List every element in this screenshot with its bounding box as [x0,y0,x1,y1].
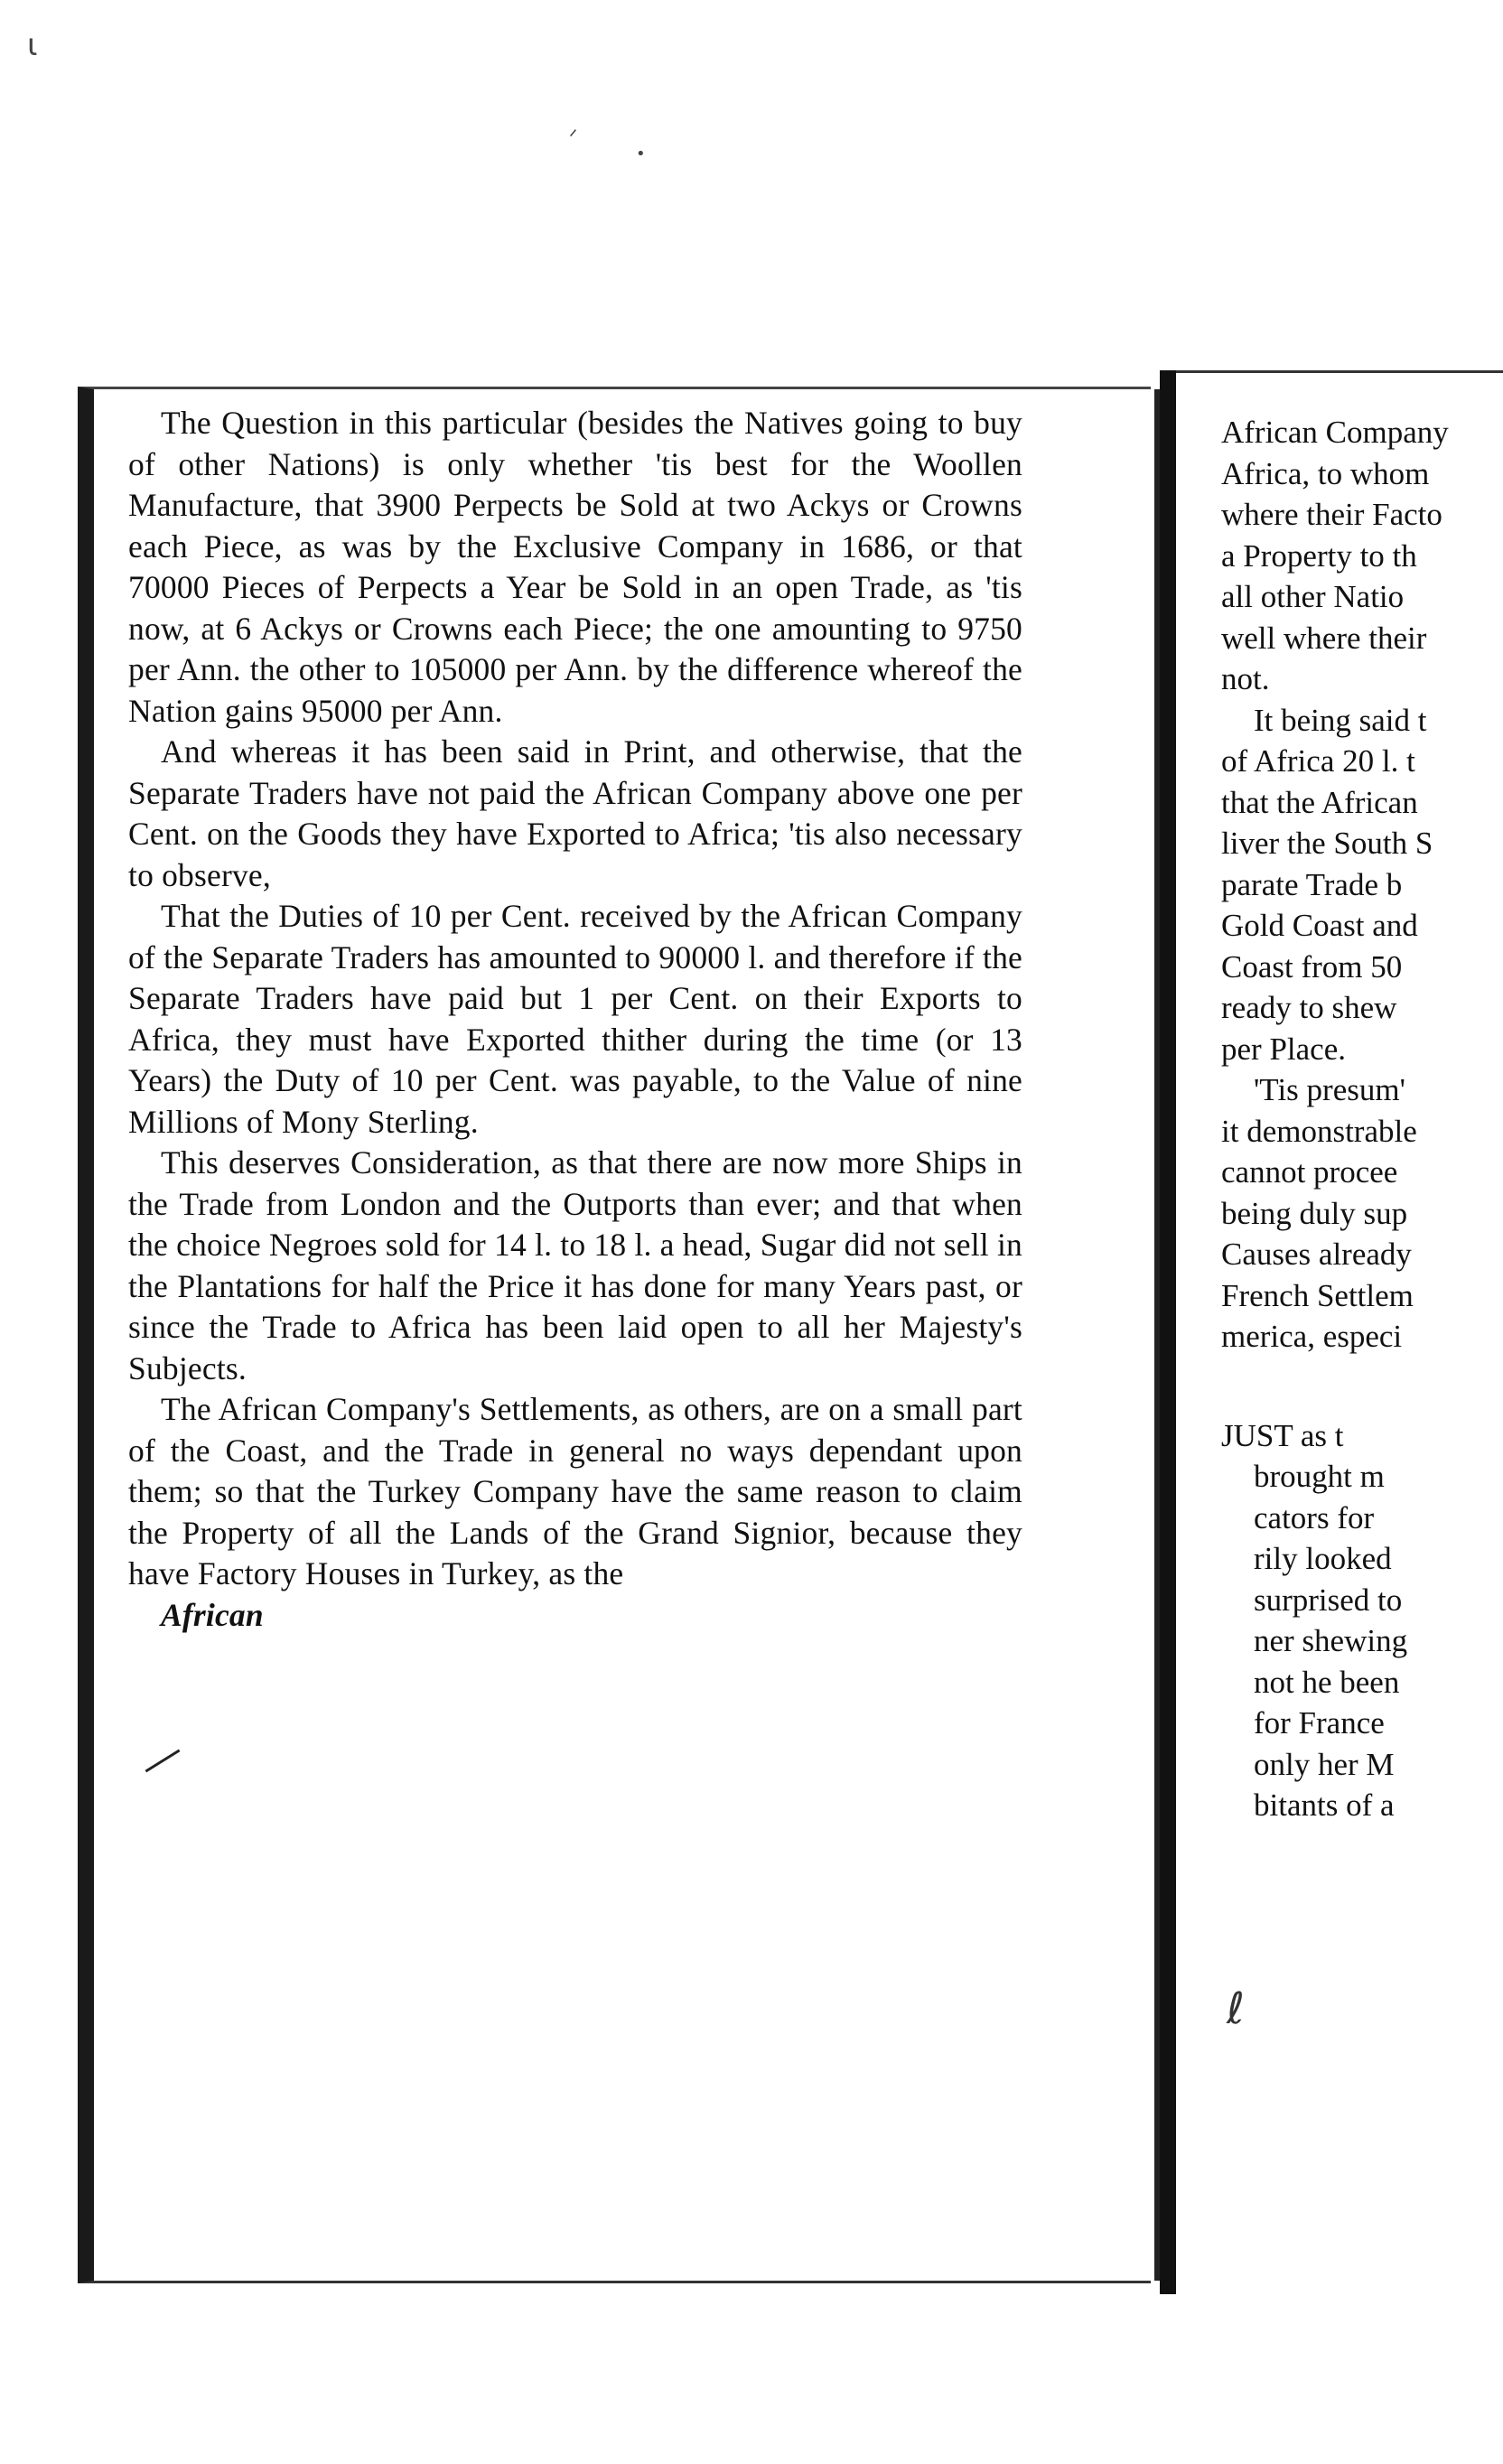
right-line: rily looked [1254,1541,1392,1576]
right-line: cannot procee [1221,1154,1398,1190]
stray-mark-top-left: ι [27,27,38,63]
right-line: well where their [1221,620,1427,656]
book-gutter [1160,370,1176,2294]
left-page-text [128,403,1022,1636]
right-line: surprised to [1254,1582,1403,1618]
right-line: being duly sup [1221,1195,1408,1231]
right-line: Causes already [1221,1237,1412,1272]
right-line: a Property to th [1221,537,1417,574]
stray-mark-top-center: ᐟ [569,126,578,149]
paragraph-3: That the Duties of 10 per Cent. received by the African Company of the Separate Traders has amounted to 90000 l. and therefore if the Separate Traders have paid but 1 per Cent. on their Exports to Africa, they must have Exported thither during the time (or 13 Years) the Duty of 10 per Cent. was payable, to the Value of nine Millions of Mony Sterling. [128,898,1022,1140]
right-page-text [1221,412,1503,1826]
right-line: per Place. [1221,1031,1346,1067]
stray-mark-dot: • [636,145,646,163]
right-line: for France [1254,1705,1385,1741]
right-line: Coast from 50 [1221,948,1403,985]
right-line: liver the South S [1221,826,1433,861]
right-line: where their Facto [1221,497,1442,532]
paragraph-5: The African Company's Settlements, as others, are on a small part of the Coast, and the Trade in general no ways dependant upon them; so that the Turkey Company have the same reason to claim the Property of all the Lands of the Grand Signior, because they have Factory Houses in Turkey, as the [128,1391,1022,1591]
right-line: not he been [1254,1664,1400,1700]
right-line: JUST as t [1221,1417,1344,1453]
right-line: parate Trade b [1221,866,1403,902]
section-gap [1221,1358,1503,1415]
right-line: ready to shew [1221,990,1397,1025]
right-line: brought m [1254,1459,1385,1494]
right-line: bitants of a [1254,1787,1395,1823]
paragraph-2: And whereas it has been said in Print, and otherwise, that the Separate Traders have not paid the African Company above one per Cent. on the Goods they have Exported to Africa; 'tis also necessary to observe, [128,733,1022,893]
right-line: that the African [1221,784,1418,820]
right-line: It being said t [1254,702,1427,738]
right-line: cators for [1254,1499,1375,1535]
right-line: only her M [1254,1746,1395,1782]
margin-ink-smudge: ℓ [1227,1983,1245,2034]
right-line: of Africa 20 l. t [1221,743,1415,779]
paragraph-4: This deserves Consideration, as that there are now more Ships in the Trade from London and the Outports than ever; and that when the choice Negroes sold for 14 l. to 18 l. a head, Sugar did not sell in the Plantations for half the Price it has done for many Years past, or since the Trade to Africa has been laid open to all her Majesty's Subjects. [128,1144,1022,1386]
right-line: 'Tis presum' [1254,1072,1405,1107]
right-line: French Settlem [1221,1277,1414,1313]
paragraph-1: The Question in this particular (besides the Natives going to buy of other Nations) is only whether 'tis best for the Woollen Manufacture, that 3900 Perpects be Sold at two Ackys or Crowns each Piece, as was by the Exclusive Company in 1686, or that 70000 Pieces of Perpects a Year be Sold in an open Trade, as 'tis now, at 6 Ackys or Crowns each Piece; the one amounting to 9750 per Ann. the other to 105000 per Ann. by the difference whereof the Nation gains 95000 per Ann. [128,405,1022,729]
right-line: not. [1221,661,1270,696]
right-line: Africa, to whom [1221,455,1430,491]
right-line: ner shewing [1254,1623,1408,1658]
catchword: African [161,1596,264,1633]
right-line: it demonstrable [1221,1113,1417,1149]
right-line: all other Natio [1221,579,1405,614]
right-line: merica, especi [1221,1319,1403,1354]
right-line: African Company [1221,415,1449,450]
right-line: Gold Coast and [1221,908,1418,943]
